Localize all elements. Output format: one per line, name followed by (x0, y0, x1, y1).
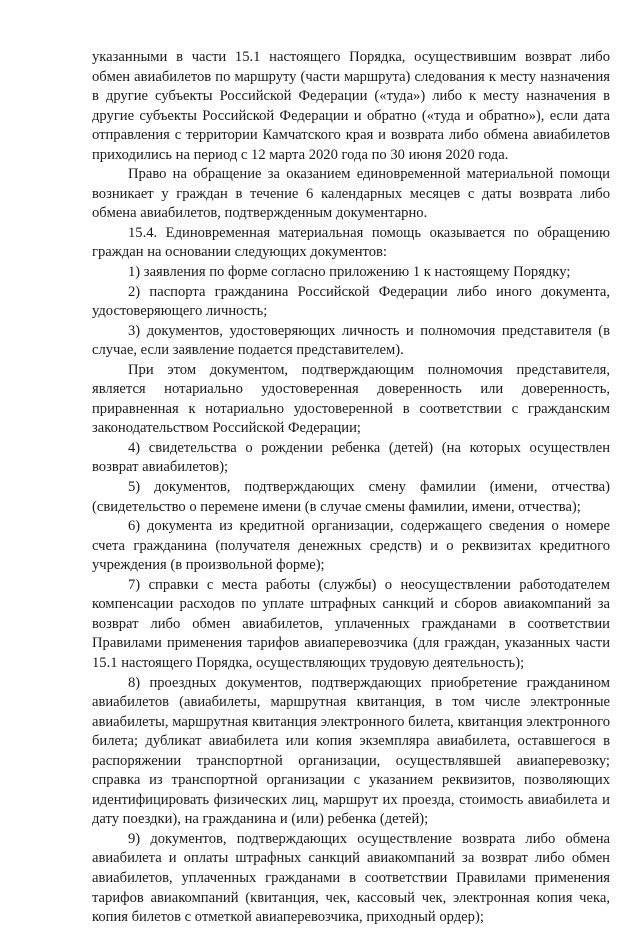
list-item-6: 6) документа из кредитной организации, содержащего сведения о номере счета гражданина (получателя денежных средств) и о реквизитах кредитного учреждения (в произвольной форме); (92, 518, 610, 574)
list-item-3: 3) документов, удостоверяющих личность и полномочия представителя (в случае, если заявление подается представителем). (92, 322, 610, 359)
list-item-1: 1) заявления по форме согласно приложению 1 к настоящему Порядку; (128, 264, 571, 281)
paragraph-continuation: указанными в части 15.1 настоящего Порядка, осуществившим возврат либо обмен авиабилетов по маршруту (части маршрута) следования к месту назначения в другие субъекты Российской Федерации («туда») либо к месту назначения в другие субъекты Российской Федерации и обратно («туда и обратно»), если дата отправления с территории Камчатского края и возврата либо обмена авиабилетов приходились на период с 12 марта 2020 года по 30 июня 2020 года. (92, 49, 610, 163)
list-item-4: 4) свидетельства о рождении ребенка (детей) (на которых осуществлен возврат авиабилетов); (92, 439, 610, 476)
list-item-2: 2) паспорта гражданина Российской Федерации либо иного документа, удостоверяющего личность; (92, 283, 610, 320)
list-item-8: 8) проездных документов, подтверждающих приобретение гражданином авиабилетов (авиабилеты, маршрутная квитанция, в том числе электронные авиабилеты, маршрутная квитанция электронного билета, квитанция электронного билета; дубликат авиабилета или копия экземпляра авиабилета, оставшегося в распоряжении транспортной организации, осуществлявшей авиаперевозку; справка из транспортной организации с указанием реквизитов, позволяющих идентифицировать физических лиц, маршрут их проезда, стоимость авиабилета и дату поездки), на гражданина и (или) ребенка (детей); (92, 674, 610, 828)
list-item-5: 5) документов, подтверждающих смену фамилии (имени, отчества) (свидетельство о перемене имени (в случае смены фамилии, имени, отчества); (92, 479, 610, 515)
list-item-7: 7) справки с места работы (службы) о неосуществлении работодателем компенсации расходов по уплате штрафных санкций и сборов авиакомпаний за возврат либо обмен авиабилетов, уплаченных гражданами в соответствии Правилами применения тарифов авиаперевозчика (для граждан, указанных части 15.1 настоящего Порядка, осуществляющих трудовую деятельность); (92, 576, 610, 671)
paragraph-right-to-apply: Право на обращение за оказанием единовременной материальной помощи возникает у граждан в течение 6 календарных месяцев с даты возврата либо обмена авиабилетов, подтвержденным документарно. (92, 166, 610, 222)
paragraph-15-4: 15.4. Единовременная материальная помощь оказывается по обращению граждан на основании следующих документов: (92, 224, 610, 261)
document-body (92, 48, 610, 928)
list-item-9: 9) документов, подтверждающих осуществление возврата либо обмена авиабилета и оплаты штрафных санкций авиакомпаний за возврат либо обмен авиабилетов, уплаченных гражданами в соответствии Правилами применения тарифов авиакомпаний (квитанция, чек, кассовый чек, электронная копия чека, копия билетов с отметкой авиаперевозчика, приходный ордер); (92, 830, 610, 926)
paragraph-representative-authority: При этом документом, подтверждающим полномочия представителя, является нотариально удостоверенная доверенность или доверенность, приравненная к нотариально удостоверенной в соответствии с гражданским законодательством Российской Федерации; (92, 361, 610, 437)
